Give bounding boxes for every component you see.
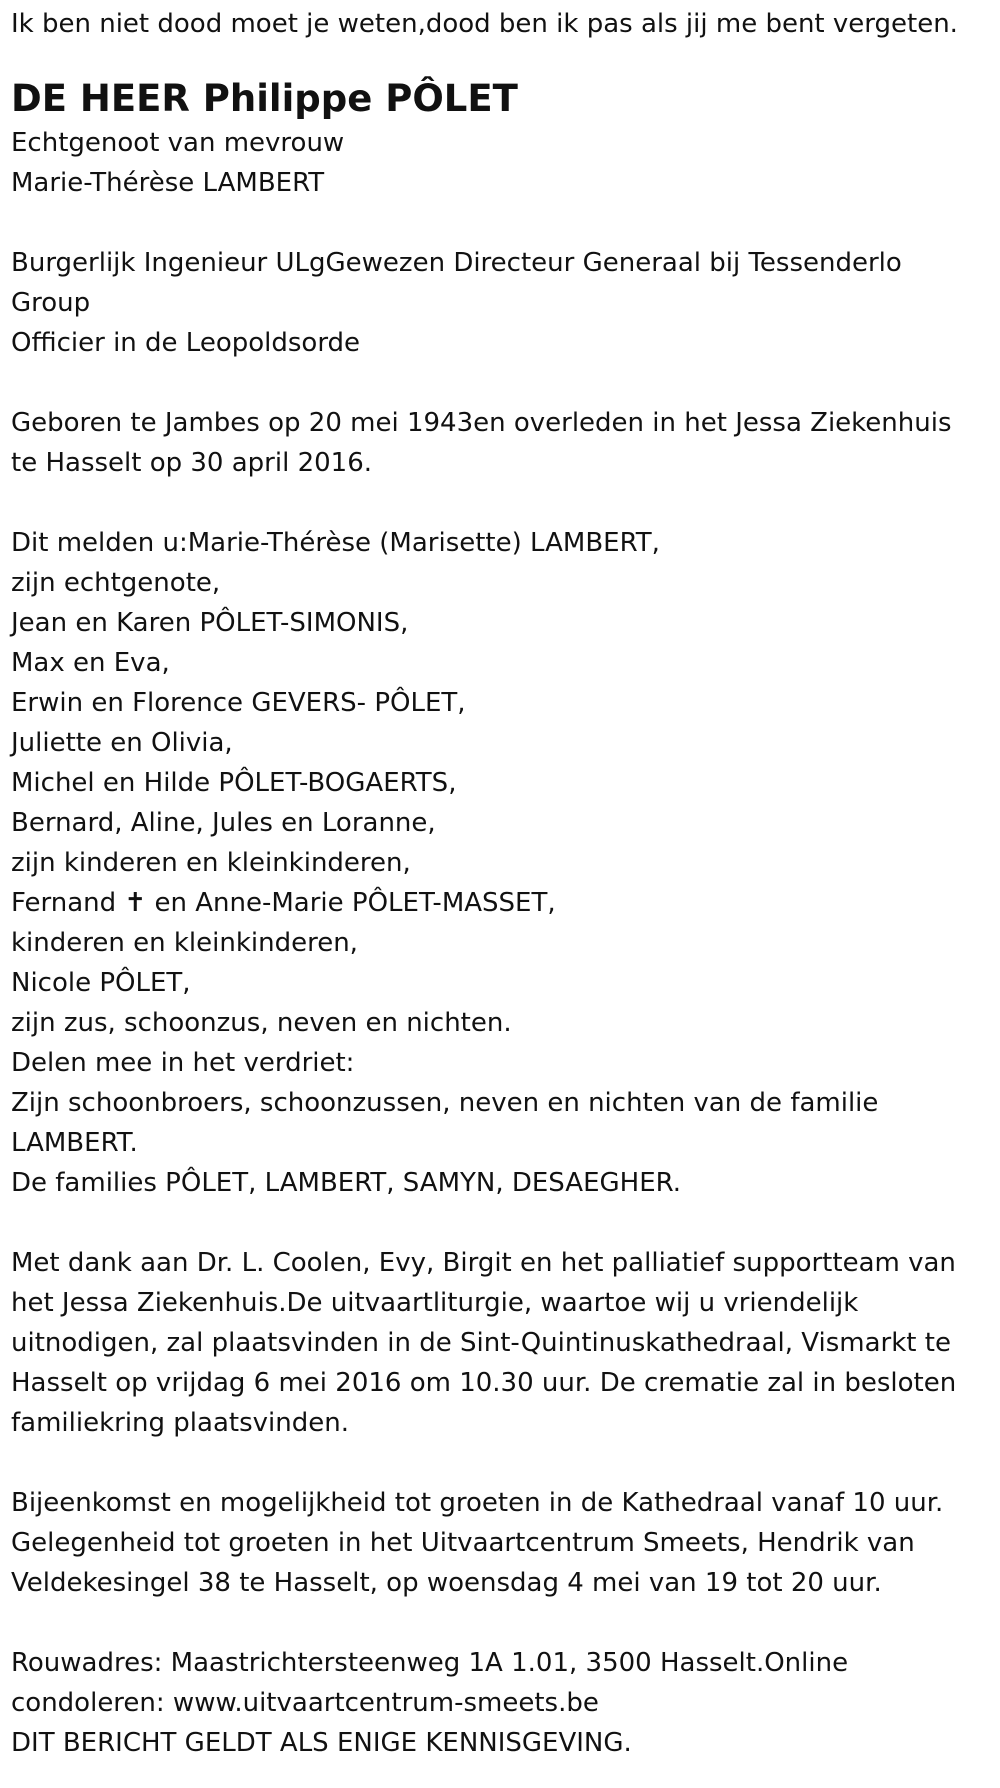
paragraph-gap — [11, 363, 1000, 403]
birth-death-line: Geboren te Jambes op 20 mei 1943en overleden in het Jessa Ziekenhuis — [11, 408, 952, 438]
career-line: Officier in de Leopoldsorde — [11, 328, 361, 358]
family-line: Delen mee in het verdriet: — [11, 1048, 355, 1078]
family-line: Juliette en Olivia, — [11, 728, 233, 758]
spouse-line: Marie-Thérèse LAMBERT — [11, 168, 325, 198]
career-section — [11, 243, 1000, 363]
family-line: Michel en Hilde PÔLET-BOGAERTS, — [11, 768, 457, 798]
birth-death-section — [11, 403, 1000, 483]
funeral-line: het Jessa Ziekenhuis.De uitvaartliturgie, waartoe wij u vriendelijk — [11, 1288, 859, 1318]
funeral-line: familiekring plaatsvinden. — [11, 1408, 349, 1438]
family-line: zijn kinderen en kleinkinderen, — [11, 848, 411, 878]
paragraph-gap — [11, 483, 1000, 523]
career-line: Burgerlijk Ingenieur ULgGewezen Directeur Generaal bij Tessenderlo — [11, 248, 902, 278]
contact-section — [11, 1643, 1000, 1763]
funeral-line: uitnodigen, zal plaatsvinden in de Sint-Quintinuskathedraal, Vismarkt te — [11, 1328, 951, 1358]
contact-line: Rouwadres: Maastrichtersteenweg 1A 1.01, 3500 Hasselt.Online — [11, 1648, 849, 1678]
family-line-fernand — [11, 883, 1000, 923]
funeral-line: Met dank aan Dr. L. Coolen, Evy, Birgit en het palliatief supportteam van — [11, 1248, 956, 1278]
funeral-line: Hasselt op vrijdag 6 mei 2016 om 10.30 uur. De crematie zal in besloten — [11, 1368, 957, 1398]
family-line: Erwin en Florence GEVERS- PÔLET, — [11, 688, 466, 718]
funeral-section — [11, 1243, 1000, 1443]
gathering-section — [11, 1483, 1000, 1603]
paragraph-gap — [11, 1603, 1000, 1643]
paragraph-gap — [11, 1443, 1000, 1483]
birth-death-line: te Hasselt op 30 april 2016. — [11, 448, 373, 478]
family-line: Jean en Karen PÔLET-SIMONIS, — [11, 608, 409, 638]
paragraph-gap — [11, 203, 1000, 243]
family-line: kinderen en kleinkinderen, — [11, 928, 358, 958]
family-line: Zijn schoonbroers, schoonzussen, neven en nichten van de familie — [11, 1088, 879, 1118]
family-line: Nicole PÔLET, — [11, 968, 191, 998]
spouse-line: Echtgenoot van mevrouw — [11, 128, 345, 158]
family-line: Bernard, Aline, Jules en Loranne, — [11, 808, 436, 838]
obituary-notice — [0, 4, 1000, 1788]
family-line: LAMBERT. — [11, 1128, 138, 1158]
career-line: Group — [11, 288, 91, 318]
family-line: zijn zus, schoonzus, neven en nichten. — [11, 1008, 512, 1038]
family-section — [11, 523, 1000, 1203]
family-line: De families PÔLET, LAMBERT, SAMYN, DESAEGHER. — [11, 1168, 682, 1198]
fernand-spouse: en Anne-Marie PÔLET-MASSET, — [154, 888, 556, 918]
cross-icon: ✝ — [124, 888, 147, 918]
gathering-line: Bijeenkomst en mogelijkheid tot groeten in de Kathedraal vanaf 10 uur. — [11, 1488, 944, 1518]
contact-line: condoleren: www.uitvaartcentrum-smeets.be — [11, 1688, 599, 1718]
contact-line: DIT BERICHT GELDT ALS ENIGE KENNISGEVING. — [11, 1728, 632, 1758]
gathering-line: Gelegenheid tot groeten in het Uitvaartcentrum Smeets, Hendrik van — [11, 1528, 915, 1558]
gathering-line: Veldekesingel 38 te Hasselt, op woensdag 4 mei van 19 tot 20 uur. — [11, 1568, 882, 1598]
family-line: Dit melden u:Marie-Thérèse (Marisette) LAMBERT, — [11, 528, 660, 558]
fernand-name: Fernand — [11, 888, 117, 918]
memorial-quote: Ik ben niet dood moet je weten,dood ben ik pas als jij me bent vergeten. — [11, 9, 958, 39]
deceased-name: DE HEER Philippe PÔLET — [11, 77, 518, 120]
family-line: zijn echtgenote, — [11, 568, 221, 598]
paragraph-gap — [11, 1203, 1000, 1243]
family-line: Max en Eva, — [11, 648, 170, 678]
